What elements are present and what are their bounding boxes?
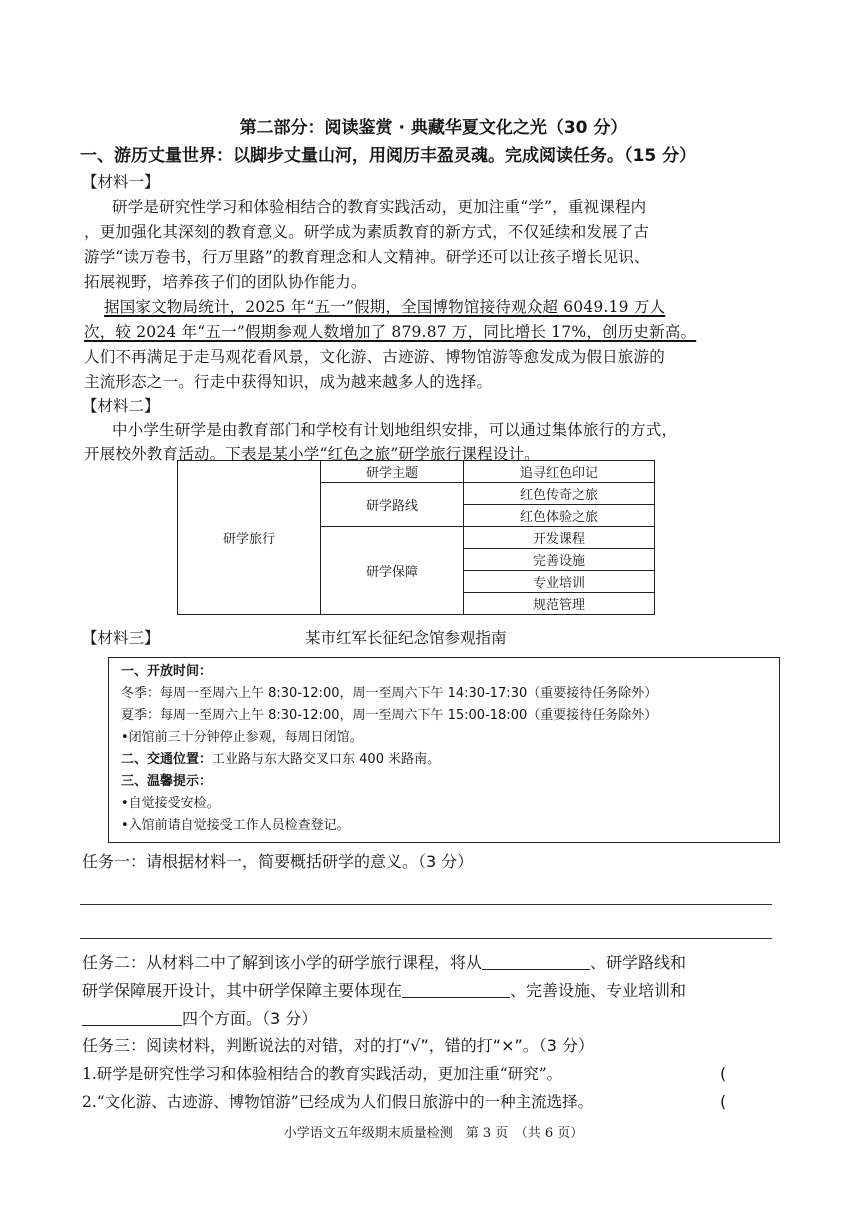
task2-text: 、完善设施、专业培训和 (510, 981, 687, 1000)
material1-line: 人们不再满足于走马观花看风景，文化游、古迹游、博物馆游等愈发成为假日旅游的 (84, 348, 665, 366)
material1-line: 拓展视野，培养孩子们的团队协作能力。 (84, 273, 367, 291)
task3-prompt: 任务三：阅读材料，判断说法的对错，对的打“√”，错的打“×”。（3 分） (82, 1036, 595, 1055)
table-support-value: 开发课程 (464, 527, 655, 549)
task3-answer-paren[interactable]: ( (720, 1092, 727, 1111)
material3-label: 【材料三】 (82, 629, 160, 647)
visitor-guide-box (108, 657, 780, 843)
task2-blank-3[interactable] (82, 1009, 182, 1026)
task3-answer-paren[interactable]: ( (720, 1064, 727, 1083)
material1-line: 研学是研究性学习和体验相结合的教育实践活动，更加注重“学”，重视课程内 (112, 198, 647, 216)
material1-label: 【材料一】 (82, 173, 160, 191)
table-support-value: 专业培训 (464, 571, 655, 593)
material1-line-underlined: 据国家文物局统计，2025 年“五一”假期，全国博物馆接待观众超 6049.19 万人 (104, 298, 666, 316)
guide-winter-hours: 冬季：每周一至周六上午 8:30-12:00，周一至周六下午 14:30-17:30（重要接待任务除外） (121, 686, 658, 701)
task2-text: 研学保障展开设计，其中研学保障主要体现在 (82, 981, 403, 1000)
task2-text: 任务二：从材料二中了解到该小学的研学旅行课程，将从 (82, 953, 483, 972)
table-route-value: 红色传奇之旅 (464, 483, 655, 505)
material2-line: 中小学生研学是由教育部门和学校有计划地组织安排，可以通过集体旅行的方式， (112, 421, 678, 439)
task1-answer-line[interactable] (80, 904, 772, 905)
table-support-label: 研学保障 (321, 527, 464, 615)
table-theme-value: 追寻红色印记 (464, 461, 655, 483)
guide-summer-hours: 夏季：每周一至周六上午 8:30-12:00，周一至周六下午 15:00-18:00（重要接待任务除外） (121, 708, 658, 723)
task2-text: 四个方面。（3 分） (182, 1009, 318, 1028)
course-design-table (177, 460, 655, 615)
task3-statement: 1.研学是研究性学习和体验相结合的教育实践活动，更加注重“研究”。 (82, 1065, 563, 1083)
table-support-value: 规范管理 (464, 593, 655, 615)
guide-hours-heading: 一、开放时间： (121, 664, 213, 679)
material1-line: ，更加强化其深刻的教育意义。研学成为素质教育的新方式，不仅延续和发展了古 (84, 223, 650, 241)
section-heading: 一、游历丈量世界：以脚步丈量山河，用阅历丰盈灵魂。完成阅读任务。（15 分） (80, 146, 697, 166)
material1-line-underlined: 次，较 2024 年“五一”假期参观人数增加了 879.87 万，同比增长 17%，创历史新高。 (84, 323, 697, 341)
part-title: 第二部分：阅读鉴赏 · 典藏华夏文化之光（30 分） (239, 118, 628, 138)
table-route-label: 研学路线 (321, 483, 464, 527)
guide-tip: •自觉接受安检。 (121, 796, 220, 811)
task1-answer-line[interactable] (80, 938, 772, 939)
task2-text: 、研学路线和 (590, 953, 687, 972)
task1-prompt: 任务一：请根据材料一，简要概括研学的意义。（3 分） (82, 852, 474, 871)
material2-label: 【材料二】 (82, 397, 160, 415)
material2-line: 开展校外教育活动。下表是某小学“红色之旅”研学旅行课程设计。 (84, 445, 540, 463)
guide-tip: •入馆前请自觉接受工作人员检查登记。 (121, 818, 350, 833)
table-route-value: 红色体验之旅 (464, 505, 655, 527)
guide-title: 某市红军长征纪念馆参观指南 (305, 629, 507, 647)
table-root-cell: 研学旅行 (178, 461, 321, 615)
guide-location-heading: 二、交通位置： (121, 752, 213, 767)
table-support-value: 完善设施 (464, 549, 655, 571)
page-footer: 小学语文五年级期末质量检测 第 3 页 （共 6 页） (283, 1126, 584, 1141)
task3-statement: 2.“文化游、古迹游、博物馆游”已经成为人们假日旅游中的一种主流选择。 (82, 1093, 594, 1111)
material1-line: 游学“读万卷书，行万里路”的教育理念和人文精神。研学还可以让孩子增长见识、 (84, 248, 650, 266)
guide-tips-heading: 三、温馨提示： (121, 774, 213, 789)
guide-closing-note: •闭馆前三十分钟停止参观，每周日闭馆。 (121, 730, 363, 745)
guide-location-value: 工业路与东大路交叉口东 400 米路南。 (212, 752, 441, 767)
table-theme-label: 研学主题 (321, 461, 464, 483)
task2-blank-1[interactable] (482, 953, 590, 970)
task2-blank-2[interactable] (402, 981, 510, 998)
material1-line: 主流形态之一。行走中获得知识，成为越来越多人的选择。 (84, 373, 493, 391)
